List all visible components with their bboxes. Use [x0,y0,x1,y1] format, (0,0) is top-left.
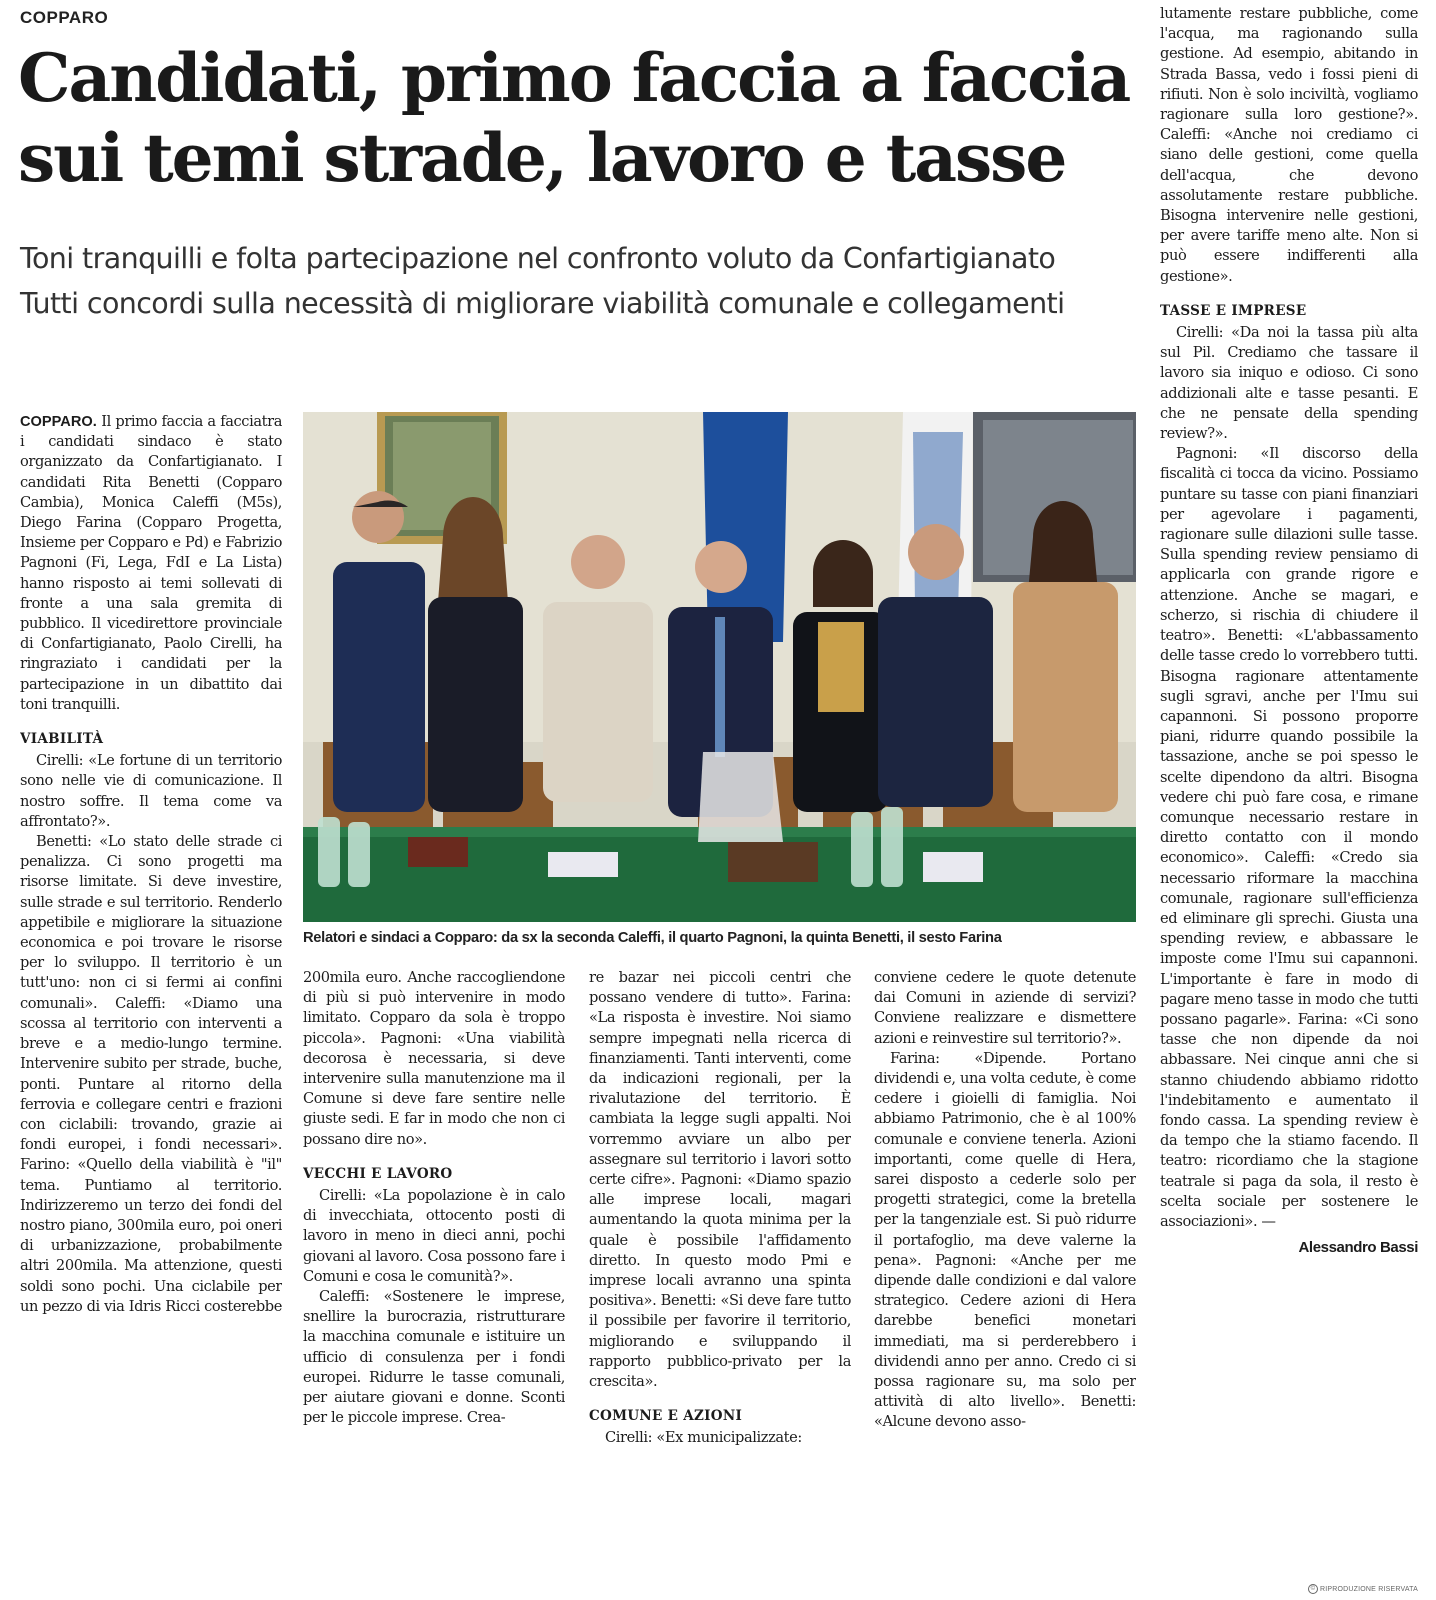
paragraph: Benetti: «Lo stato delle strade ci penalizza. Ci sono progetti ma risorse limitate. Si deve investire, sulle strade e sul territorio. Renderlo appetibile e migliorare la situazione economica e poi trovare le risorse per lo sviluppo. Il territorio è un tutt'uno: non ci si fermi ai confini comunali». Caleffi: «Diamo una scossa al territorio con interventi a breve e a medio-lungo termine. Intervenire subito per strade, buche, ponti. Puntare al ritorno della ferrovia e collegare centri e frazioni con ciclabili: trovando, grazie ai fondi europei, i fondi necessari». Farino: «Quello della viabilità è "il" tema. Puntiamo al territorio. Indirizzeremo un terzo dei fondi del nostro piano, 300mila euro, poi oneri di urbanizzazione, probabilmente altri 200mila. Ma attenzione, questi soldi sono pochi. Una ciclabile per un pezzo di via Idris Ricci costerebbe [20,833,282,1315]
copyright-text: RIPRODUZIONE RISERVATA [1319,1585,1418,1593]
subheadline-line-2: Tutti concordi sulla necessità di migliorare viabilità comunale e collegamenti [20,287,1065,320]
article-column-1 [20,412,282,1592]
copyright-notice [1308,1584,1418,1594]
section-heading-viabilita: VIABILITÀ [20,731,104,748]
paragraph: Cirelli: «Le fortune di un territorio sono nelle vie di comunicazione. Il nostro soffre. Il tema come va affrontato?». [20,752,282,830]
opening-text: Il primo faccia a facciatra i candidati sindaco è stato organizzato da Confartigianato. I candidati Rita Benetti (Copparo Cambia), Monica Caleffi (M5s), Diego Farina (Copparo Progetta, Insieme per Copparo e Pd) e Fabrizio Pagnoni (Fi, Lega, FdI e La Lista) hanno risposto ai temi sollevati di fronte a una sala gremita di pubblico. Il vicedirettore provinciale di Confartigianato, Paolo Cirelli, ha ringraziato i candidati per la partecipazione in un dibattito dai toni tranquilli. [20,413,282,713]
paragraph: Farina: «Dipende. Portano dividendi e, una volta cedute, è come cedere i gioielli di famiglia. Noi abbiamo Patrimonio, che è al 100% comunale e conviene tenerla. Azioni importanti, come quelle di Hera, sarei disposto a cederle solo per progetti strategici, come la bretella per la tangenziale est. Si può ridurre il portafoglio, ma deve valerne la pena». Pagnoni: «Anche per me dipende dalle condizioni e dal valore strategico. Cedere azioni di Hera darebbe benefici monetari immediati, ma si perderebbero i dividendi anno per anno. Credo ci si possa ragionare su, ma solo per attività di alto livello». Benetti: «Alcune devono asso- [874,1049,1136,1431]
paragraph: 200mila euro. Anche raccogliendone di più si può intervenire in modo limitato. Copparo da sola è troppo piccola». Pagnoni: «Una viabilità decorosa è necessaria, si deve intervenire sulla manutenzione ma il Comune si deve fare sentire nelle giuste sedi. E far in modo che non ci possano dire no». [303,969,565,1148]
section-heading-tasse-e-imprese: TASSE E IMPRESE [1160,302,1307,319]
photo-candidates-illustration [303,412,1136,922]
author-signature: Alessandro Bassi [1298,1239,1418,1257]
article-column-4 [874,968,1136,1592]
subheadline-line-1: Toni tranquilli e folta partecipazione nel confronto voluto da Confartigianato [20,242,1056,275]
section-kicker: COPPARO [20,8,109,27]
paragraph: conviene cedere le quote detenute dai Comuni in aziende di servizi? Conviene realizzare e dismettere azioni e reinvestire sul territorio?». [874,969,1136,1047]
article-column-5 [1160,4,1418,1582]
opening-paragraph [20,412,282,715]
headline-line-2: sui temi strade, lavoro e tasse [18,119,1066,197]
section-heading-comune-e-azioni: COMUNE E AZIONI [589,1408,743,1425]
paragraph: Pagnoni: «Il discorso della fiscalità ci tocca da vicino. Possiamo puntare su tasse con piani finanziari per agevolare i pagamenti, ragionare sulle dilazioni sulle tasse. Sulla spending review pensiamo di applicarla con grande rigore e attenzione. Anche se magari, e scherzo, si rischia di chiudere il teatro». Benetti: «L'abbassamento delle tasse credo lo vorrebbero tutti. Bisogna ragionare attentamente sugli sgravi, anche per l'Imu sui capannoni. Si possono proporre piani, ridurre quando possibile la tassazione, anche se poi spesso le scelte dipendono da altri. Bisogna vedere chi può fare cosa, e rimane comunque necessario restare in diretto contatto con il mondo economico». Caleffi: «Credo sia necessario riformare la macchina comunale, ragionare sull'efficienza ed eliminare gli sprechi. Giusta una spending review, e abbassare le imposte come l'Imu sui capannoni. L'importante è fare in modo di pagare meno tasse in modo che tutti possano pagarle». Farina: «Ci sono tasse che non dipende da noi abbassare. Nei cinque anni che si stanno chiudendo abbiamo ridotto l'indebitamento e aumentato il fondo cassa. La spending review è da tempo che la stiamo facendo. Il teatro: ricordiamo che la stagione teatrale si paga da sola, il resto è scelta sociale per sostenere le associazioni». — [1160,445,1418,1230]
paragraph: re bazar nei piccoli centri che possano vendere di tutto». Farina: «La risposta è investire. Noi siamo sempre impegnati nella ricerca di finanziamenti. Tanti interventi, come da indicazioni regionali, per la rivalutazione del territorio. È cambiata la legge sugli appalti. Noi vorremmo avviare un albo per assegnare sul territorio i lavori sotto certe cifre». Pagnoni: «Diamo spazio alle imprese locali, magari aumentando la quota minima per la quale è possibile l'affidamento diretto. In questo modo Pmi e imprese locali avranno una spinta positiva». Benetti: «Si deve fare tutto il possibile per favorire il territorio, migliorando e sviluppando il rapporto pubblico-privato per la crescita». [589,969,851,1391]
headline [18,38,1148,198]
article-column-2 [303,968,565,1592]
article-column-3 [589,968,851,1592]
section-heading-vecchi-e-lavoro: VECCHI E LAVORO [303,1165,453,1182]
headline-line-1: Candidati, primo faccia a faccia [18,39,1130,117]
paragraph: Cirelli: «Da noi la tassa più alta sul Pil. Crediamo che tassare il lavoro sia iniquo e odioso. Ci sono addizionali alte e tasse pesanti. E che ne pensate della spending review?». [1160,324,1418,443]
dateline: COPPARO. [20,414,97,430]
paragraph: Cirelli: «La popolazione è in calo di invecchiata, ottocento posti di lavoro in meno in dieci anni, pochi giovani al lavoro. Cosa possono fare i Comuni e cosa le comunità?». [303,1187,565,1285]
subheadline [20,236,1150,326]
paragraph: Caleffi: «Sostenere le imprese, snellire la burocrazia, ristrutturare la macchina comunale e istituire un ufficio di consulenza per i fondi europei. Ridurre le tasse comunali, per aiutare giovani e donne. Sconti per le piccole imprese. Crea- [303,1288,565,1427]
article-photo [303,412,1136,922]
paragraph: Cirelli: «Ex municipalizzate: [605,1429,802,1447]
photo-caption: Relatori e sindaci a Copparo: da sx la seconda Caleffi, il quarto Pagnoni, la quinta Benetti, il sesto Farina [303,930,1002,946]
copyright-icon: © [1308,1584,1318,1594]
paragraph: lutamente restare pubbliche, come l'acqua, ma ragionando sulla gestione. Ad esempio, abitando in Strada Bassa, vedo i fossi pieni di rifiuti. Non è solo inciviltà, vogliamo ragionare sulla loro gestione?». Caleffi: «Anche noi crediamo ci siano delle gestioni, come quella dell'acqua, che devono assolutamente restare pubbliche. Bisogna intervenire nelle gestioni, per avere tariffe meno alte. Non si può essere indifferenti alla gestione». [1160,5,1418,285]
